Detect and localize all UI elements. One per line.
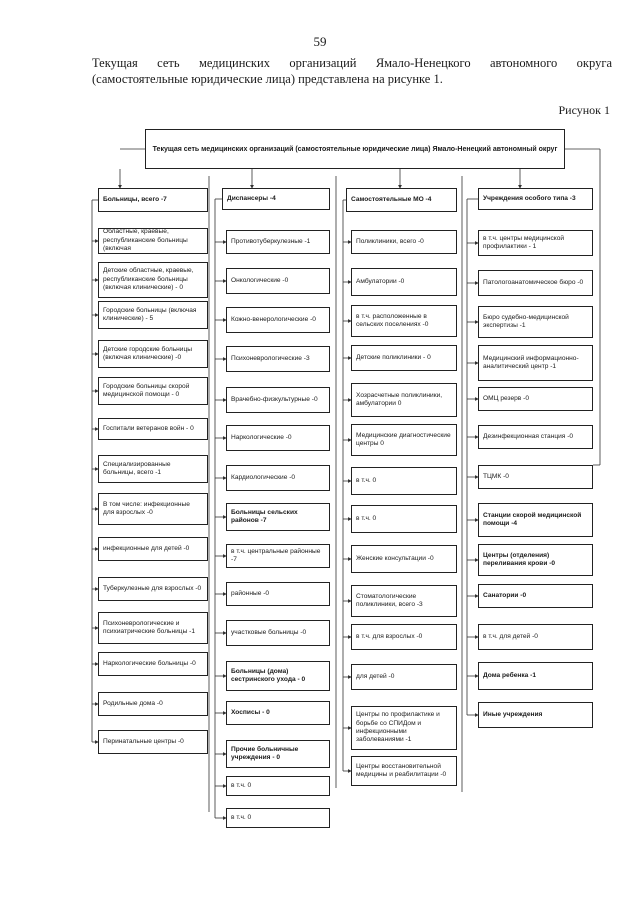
col3-item-11	[351, 624, 457, 650]
column-header-1-label: Больницы, всего -7	[103, 195, 167, 203]
col2-item-10-label: районные -0	[231, 589, 270, 597]
col2-item-1-label: Противотуберкулезные -1	[231, 237, 311, 245]
col1-item-2-label: Детские областные, краевые, республиканские больницы (включая клинические) - 0	[103, 267, 194, 292]
col2-item-8	[226, 503, 330, 531]
col1-item-13	[98, 692, 208, 716]
col2-item-11-label: участковые больницы -0	[231, 628, 307, 636]
col1-item-14	[98, 730, 208, 754]
col4-item-13-label: Иные учреждения	[483, 710, 543, 718]
page-number: 59	[313, 34, 327, 49]
col3-item-1-label: Поликлиники, всего -0	[356, 237, 424, 245]
col3-item-3-label: в т.ч. расположенные в сельских поселениях -0	[356, 312, 429, 328]
col1-item-5-label: Городские больницы скорой медицинской помощи - 0	[103, 382, 190, 398]
col2-item-13	[226, 701, 330, 725]
col1-item-3-label: Городские больницы (включая клинические) - 5	[103, 306, 197, 322]
col3-item-4-label: Детские поликлиники - 0	[356, 353, 431, 361]
col3-item-11-label: в т.ч. для взрослых -0	[356, 632, 423, 640]
col4-item-8	[478, 503, 593, 537]
col4-item-11-label: в т.ч. для детей -0	[483, 632, 538, 640]
col2-item-12	[226, 661, 330, 691]
col4-item-12	[478, 662, 593, 690]
col1-item-9-label: инфекционные для детей -0	[103, 544, 190, 552]
col3-item-14-label: Центры восстановительной медицины и реабилитации -0	[356, 762, 447, 778]
col1-item-4	[98, 340, 208, 368]
col4-item-9	[478, 544, 593, 576]
col3-item-6-label: Медицинские диагностические центры 0	[356, 431, 451, 447]
col3-item-13	[351, 706, 457, 750]
col2-item-2	[226, 268, 330, 294]
col4-item-11	[478, 624, 593, 650]
col2-item-14-label: Прочие больничные учреждения - 0	[231, 745, 299, 761]
col2-item-3-label: Кожно-венерологические -0	[231, 315, 316, 323]
col3-item-7	[351, 467, 457, 495]
col1-item-8	[98, 493, 208, 525]
col1-item-10-label: Туберкулезные для взрослых -0	[103, 584, 202, 592]
col2-item-10	[226, 582, 330, 606]
col1-item-7-label: Специализированные больницы, всего -1	[103, 460, 171, 476]
col3-item-4	[351, 345, 457, 371]
col2-item-9-label: в т.ч. центральные районные -7	[231, 547, 321, 563]
col4-item-7-label: ТЦМК -0	[483, 472, 509, 480]
col4-item-10-label: Санатории -0	[483, 591, 527, 599]
col4-item-10	[478, 584, 593, 608]
col2-item-15-label: в т.ч. 0	[231, 781, 252, 789]
col4-item-4-label: Медицинский информационно-аналитический центр -1	[483, 354, 579, 370]
col4-item-9-label: Центры (отделения) переливания крови -0	[483, 551, 556, 567]
col3-item-5	[351, 383, 457, 417]
col4-item-5	[478, 387, 593, 411]
col4-item-13	[478, 702, 593, 728]
col3-item-14	[351, 756, 457, 786]
col2-item-16-label: в т.ч. 0	[231, 813, 252, 821]
col4-item-3	[478, 306, 593, 338]
col4-item-1-label: в т.ч. центры медицинской профилактики - 1	[483, 234, 565, 250]
col1-item-8-label: В том числе: инфекционные для взрослых -0	[103, 500, 190, 516]
col1-item-7	[98, 455, 208, 483]
col1-item-11-label: Психоневрологические и психиатрические больницы -1	[103, 619, 196, 635]
col3-item-8-label: в т.ч. 0	[356, 514, 377, 522]
col4-item-2	[478, 270, 593, 296]
col4-item-3-label: Бюро судебно-медицинской экспертизы -1	[483, 313, 569, 329]
col3-item-7-label: в т.ч. 0	[356, 476, 377, 484]
col2-item-6	[226, 425, 330, 451]
col2-item-7	[226, 465, 330, 491]
col4-item-6-label: Дезинфекционная станция -0	[483, 432, 574, 440]
col2-item-12-label: Больницы (дома) сестринского ухода - 0	[231, 667, 306, 683]
col2-item-15	[226, 776, 330, 796]
col2-item-4	[226, 346, 330, 372]
col4-item-4	[478, 345, 593, 381]
col2-item-4-label: Психоневрологические -3	[231, 354, 310, 362]
col1-item-5	[98, 377, 208, 405]
figure-label: Рисунок 1	[558, 103, 610, 117]
col2-item-14	[226, 740, 330, 768]
col2-item-13-label: Хосписы - 0	[231, 708, 270, 716]
col1-item-6-label: Госпитали ветеранов войн - 0	[103, 424, 194, 432]
col3-item-12-label: для детей -0	[356, 672, 395, 680]
col1-item-6	[98, 418, 208, 440]
col2-item-8-label: Больницы сельских районов -7	[231, 508, 298, 524]
diagram-root-label: Текущая сеть медицинских организаций (самостоятельные юридические лица) Ямало-Ненецкий автономный округ	[152, 145, 558, 153]
col1-item-9	[98, 537, 208, 561]
col4-item-5-label: ОМЦ резерв -0	[483, 394, 530, 402]
col2-item-16	[226, 808, 330, 828]
col3-item-6	[351, 424, 457, 456]
col3-item-9	[351, 545, 457, 573]
col1-item-1	[98, 228, 208, 254]
column-header-2-label: Диспансеры -4	[227, 194, 276, 202]
col1-item-10	[98, 577, 208, 601]
col3-item-3	[351, 305, 457, 337]
column-header-3-label: Самостоятельные МО -4	[351, 195, 432, 203]
col4-item-7	[478, 465, 593, 489]
col3-item-2-label: Амбулатории -0	[356, 277, 405, 285]
col1-item-14-label: Перинатальные центры -0	[103, 737, 184, 745]
col4-item-2-label: Патологоанатомическое бюро -0	[483, 278, 584, 286]
col4-item-6	[478, 425, 593, 449]
col1-item-13-label: Родильные дома -0	[103, 699, 163, 707]
col1-item-2	[98, 262, 208, 298]
col3-item-10-label: Стоматологические поликлиники, всего -3	[356, 592, 423, 608]
col1-item-12-label: Наркологические больницы -0	[103, 659, 196, 667]
col4-item-8-label: Станции скорой медицинской помощи -4	[483, 511, 582, 527]
col3-item-8	[351, 505, 457, 533]
col3-item-2	[351, 268, 457, 296]
intro-paragraph: Текущая сеть медицинских организаций Ямало-Ненецкого автономного округа (самостоятельные юридические лица) представлена на рисунке 1.	[92, 56, 612, 86]
col1-item-1-label: Областные, краевые, республиканские больницы (включая	[103, 228, 188, 253]
col4-item-1	[478, 230, 593, 256]
column-header-4-label: Учреждения особого типа -3	[483, 194, 576, 202]
column-header-4	[478, 188, 593, 210]
col4-item-12-label: Дома ребенка -1	[483, 671, 537, 679]
col2-item-9	[226, 544, 330, 568]
col2-item-5	[226, 387, 330, 413]
column-header-2	[222, 188, 330, 210]
col3-item-5-label: Хозрасчетные поликлиники, амбулатории 0	[356, 391, 443, 407]
col3-item-10	[351, 585, 457, 617]
col1-item-12	[98, 652, 208, 676]
diagram-root-box	[145, 129, 565, 169]
col2-item-6-label: Наркологические -0	[231, 433, 292, 441]
col2-item-2-label: Онкологические -0	[231, 276, 289, 284]
col2-item-7-label: Кардиологические -0	[231, 473, 296, 481]
col2-item-1	[226, 230, 330, 254]
column-header-3	[346, 188, 457, 212]
col3-item-1	[351, 230, 457, 254]
column-header-1	[98, 188, 208, 212]
col2-item-3	[226, 307, 330, 333]
col3-item-9-label: Женские консультации -0	[356, 554, 434, 562]
col1-item-4-label: Детские городские больницы (включая клинические) -0	[103, 345, 192, 361]
col3-item-12	[351, 664, 457, 690]
col2-item-5-label: Врачебно-физкультурные -0	[231, 395, 318, 403]
col3-item-13-label: Центры по профилактике и борьбе со СПИДом и инфекционными заболеваниями -1	[356, 711, 440, 744]
col1-item-3	[98, 301, 208, 329]
col1-item-11	[98, 612, 208, 644]
col2-item-11	[226, 620, 330, 646]
